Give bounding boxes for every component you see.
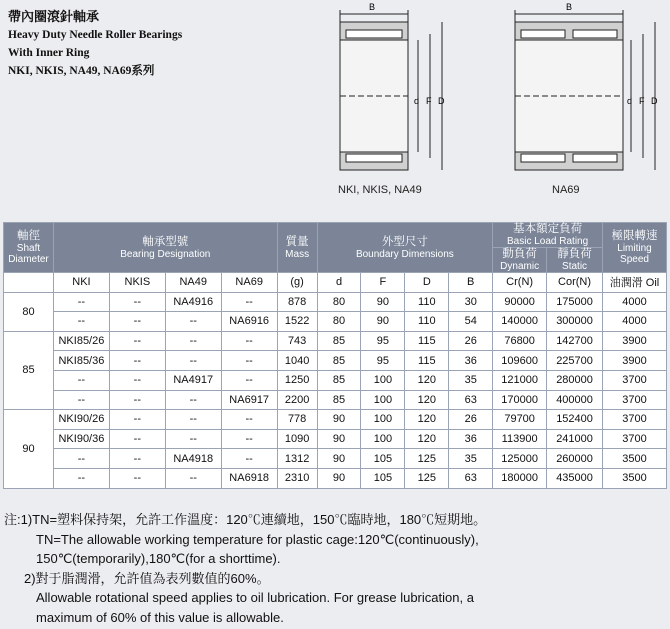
subheader-cell: Cr(N) <box>493 273 547 293</box>
header-limiting-speed: 極限轉速 Limiting Speed <box>603 223 667 273</box>
table-cell: 180000 <box>493 468 547 488</box>
title-english-line2: With Inner Ring <box>8 47 90 59</box>
notes-block <box>4 510 486 627</box>
table-cell: NKI85/26 <box>53 331 109 351</box>
header-boundary-dimensions: 外型尺寸 Boundary Dimensions <box>317 223 493 273</box>
table-cell: -- <box>165 468 221 488</box>
table-cell: -- <box>221 410 277 430</box>
table-cell: NKI90/36 <box>53 429 109 449</box>
table-cell: 2310 <box>277 468 317 488</box>
table-cell: 241000 <box>547 429 603 449</box>
table-cell: NKI90/26 <box>53 410 109 430</box>
shaft-diameter-cell: 90 <box>4 410 54 488</box>
table-row <box>4 390 667 410</box>
table-cell: -- <box>53 468 109 488</box>
note-1-chinese: 注:1)TN=塑料保持架，允許工作溫度：120℃連續地，150℃臨時地，180℃短期地。 <box>4 512 487 527</box>
table-row <box>4 312 667 332</box>
table-cell: NA6916 <box>221 312 277 332</box>
table-cell: -- <box>109 292 165 312</box>
table-cell: 79700 <box>493 410 547 430</box>
table-cell: 95 <box>361 351 405 371</box>
table-cell: 26 <box>449 331 493 351</box>
subheader-cell: B <box>449 273 493 293</box>
bearing-spec-table <box>3 222 667 489</box>
header-mass: 質量 Mass <box>277 223 317 273</box>
dim-d-right: d <box>627 96 633 106</box>
table-cell: 115 <box>405 351 449 371</box>
table-cell: 1040 <box>277 351 317 371</box>
table-cell: -- <box>53 370 109 390</box>
subheader-cell: NA69 <box>221 273 277 293</box>
note-2-english-b: maximum of 60% of this value is allowable. <box>36 609 284 625</box>
table-cell: -- <box>165 390 221 410</box>
table-cell: -- <box>165 429 221 449</box>
table-cell: 100 <box>361 429 405 449</box>
title-series: NKI, NKIS, NA49, NA69系列 <box>8 65 155 77</box>
note-2-chinese: 2)對于脂潤滑，允許值為表列數值的60%。 <box>24 570 270 586</box>
table-cell: -- <box>165 331 221 351</box>
subheader-cell: NA49 <box>165 273 221 293</box>
dim-D-right: D <box>651 96 658 106</box>
subheader-cell: d <box>317 273 361 293</box>
table-cell: 35 <box>449 449 493 469</box>
table-cell: 90 <box>317 410 361 430</box>
table-cell: NA4918 <box>165 449 221 469</box>
table-row <box>4 410 667 430</box>
table-cell: -- <box>53 312 109 332</box>
shaft-diameter-cell: 80 <box>4 292 54 331</box>
table-row <box>4 468 667 488</box>
table-cell: -- <box>109 331 165 351</box>
bearing-drawing-right <box>495 0 665 185</box>
table-cell: 85 <box>317 370 361 390</box>
subheader-cell: 油潤滑 Oil <box>603 273 667 293</box>
table-cell: 80 <box>317 292 361 312</box>
header-basic-load-rating: 基本額定負荷 Basic Load Rating <box>493 223 603 248</box>
table-cell: 95 <box>361 331 405 351</box>
table-cell: 110 <box>405 292 449 312</box>
table-cell: 743 <box>277 331 317 351</box>
table-cell: 90 <box>361 312 405 332</box>
table-cell: 280000 <box>547 370 603 390</box>
dim-F-right: F <box>639 96 645 106</box>
subheader-cell: (g) <box>277 273 317 293</box>
table-cell: 120 <box>405 410 449 430</box>
subheader-cell: Cor(N) <box>547 273 603 293</box>
subheader-cell: D <box>405 273 449 293</box>
table-cell: 113900 <box>493 429 547 449</box>
table-cell: -- <box>165 351 221 371</box>
table-cell: 85 <box>317 390 361 410</box>
table-row <box>4 429 667 449</box>
table-cell: 100 <box>361 410 405 430</box>
table-cell: 140000 <box>493 312 547 332</box>
table-cell: 2200 <box>277 390 317 410</box>
table-cell: -- <box>109 468 165 488</box>
table-cell: 1522 <box>277 312 317 332</box>
note-1-english-a: TN=The allowable working temperature for plastic cage:120℃(continuously), <box>36 531 479 547</box>
bearing-drawing-left <box>300 0 460 185</box>
table-cell: 152400 <box>547 410 603 430</box>
subheader-cell: NKI <box>53 273 109 293</box>
table-cell: 85 <box>317 331 361 351</box>
table-cell: 3700 <box>603 410 667 430</box>
table-cell: 105 <box>361 468 405 488</box>
table-cell: 225700 <box>547 351 603 371</box>
table-cell: 100 <box>361 390 405 410</box>
table-cell: 26 <box>449 410 493 430</box>
table-cell: 90 <box>317 429 361 449</box>
table-cell: 63 <box>449 468 493 488</box>
table-cell: -- <box>53 292 109 312</box>
table-cell: 110 <box>405 312 449 332</box>
subheader-cell: NKIS <box>109 273 165 293</box>
table-cell: 1312 <box>277 449 317 469</box>
dim-d-left: d <box>414 96 420 106</box>
table-cell: 878 <box>277 292 317 312</box>
table-cell: 4000 <box>603 292 667 312</box>
dim-D-left: D <box>438 96 445 106</box>
table-cell: 30 <box>449 292 493 312</box>
table-cell: NA4917 <box>165 370 221 390</box>
table-cell: 125 <box>405 468 449 488</box>
header-static: 靜負荷 Static <box>547 248 603 273</box>
table-cell: -- <box>109 312 165 332</box>
table-cell: -- <box>221 351 277 371</box>
table-body <box>4 292 667 488</box>
table-cell: 400000 <box>547 390 603 410</box>
table-cell: -- <box>221 429 277 449</box>
table-cell: 175000 <box>547 292 603 312</box>
table-cell: 170000 <box>493 390 547 410</box>
table-cell: -- <box>165 410 221 430</box>
subheader-blank <box>4 273 54 293</box>
table-cell: 90 <box>317 468 361 488</box>
table-cell: 115 <box>405 331 449 351</box>
table-cell: 3700 <box>603 390 667 410</box>
table-cell: -- <box>53 449 109 469</box>
table-cell: 125000 <box>493 449 547 469</box>
table-cell: -- <box>109 351 165 371</box>
table-cell: 3500 <box>603 468 667 488</box>
left-drawing-caption: NKI, NKIS, NA49 <box>338 184 422 196</box>
dim-B-left: B <box>368 2 376 12</box>
table-cell: 3700 <box>603 429 667 449</box>
table-cell: 125 <box>405 449 449 469</box>
table-cell: -- <box>109 449 165 469</box>
table-cell: -- <box>109 429 165 449</box>
subheader-cell: F <box>361 273 405 293</box>
note-2-english-a: Allowable rotational speed applies to oil lubrication. For grease lubrication, a <box>36 590 474 605</box>
table-cell: 100 <box>361 370 405 390</box>
table-row <box>4 370 667 390</box>
table-row <box>4 449 667 469</box>
table-cell: 120 <box>405 429 449 449</box>
table-row <box>4 331 667 351</box>
table-cell: 120 <box>405 390 449 410</box>
table-cell: 1090 <box>277 429 317 449</box>
table-cell: -- <box>165 312 221 332</box>
subheader-row <box>4 273 667 293</box>
table-cell: 63 <box>449 390 493 410</box>
table-cell: NA6918 <box>221 468 277 488</box>
table-cell: 142700 <box>547 331 603 351</box>
table-row <box>4 292 667 312</box>
table-cell: 121000 <box>493 370 547 390</box>
table-cell: NKI85/36 <box>53 351 109 371</box>
table-cell: -- <box>221 331 277 351</box>
title-english-line1: Heavy Duty Needle Roller Bearings <box>8 29 183 41</box>
table-cell: -- <box>221 449 277 469</box>
table-cell: 90 <box>361 292 405 312</box>
table-row <box>4 351 667 371</box>
table-cell: 105 <box>361 449 405 469</box>
table-cell: 3500 <box>603 449 667 469</box>
shaft-diameter-cell: 85 <box>4 331 54 409</box>
page-title-block <box>8 8 182 80</box>
right-drawing-caption: NA69 <box>552 184 580 196</box>
table-cell: 300000 <box>547 312 603 332</box>
table-cell: -- <box>109 370 165 390</box>
title-chinese: 帶內圈滾針軸承 <box>8 9 100 24</box>
table-cell: NA6917 <box>221 390 277 410</box>
table-cell: 109600 <box>493 351 547 371</box>
table-cell: 1250 <box>277 370 317 390</box>
table-cell: 36 <box>449 429 493 449</box>
table-cell: NA4916 <box>165 292 221 312</box>
table-cell: 90000 <box>493 292 547 312</box>
table-cell: 778 <box>277 410 317 430</box>
table-cell: 260000 <box>547 449 603 469</box>
table-cell: -- <box>53 390 109 410</box>
table-cell: 120 <box>405 370 449 390</box>
table-cell: 85 <box>317 351 361 371</box>
table-cell: 36 <box>449 351 493 371</box>
table-cell: -- <box>221 370 277 390</box>
note-1-english-b: 150℃(temporarily),180℃(for a shorttime). <box>36 551 281 566</box>
table-cell: 3700 <box>603 370 667 390</box>
table-cell: 435000 <box>547 468 603 488</box>
table-cell: 54 <box>449 312 493 332</box>
table-cell: 80 <box>317 312 361 332</box>
dim-F-left: F <box>426 96 432 106</box>
table-cell: 35 <box>449 370 493 390</box>
table-cell: 3900 <box>603 331 667 351</box>
table-cell: 4000 <box>603 312 667 332</box>
table-cell: -- <box>221 292 277 312</box>
header-bearing-designation: 軸承型號 Bearing Designation <box>53 223 277 273</box>
table-cell: 3900 <box>603 351 667 371</box>
header-dynamic: 動負荷 Dynamic <box>493 248 547 273</box>
table-cell: -- <box>109 410 165 430</box>
table-cell: -- <box>109 390 165 410</box>
header-shaft-diameter: 軸徑 Shaft Diameter <box>4 223 54 273</box>
table-cell: 90 <box>317 449 361 469</box>
table-cell: 76800 <box>493 331 547 351</box>
dim-B-right: B <box>565 2 573 12</box>
